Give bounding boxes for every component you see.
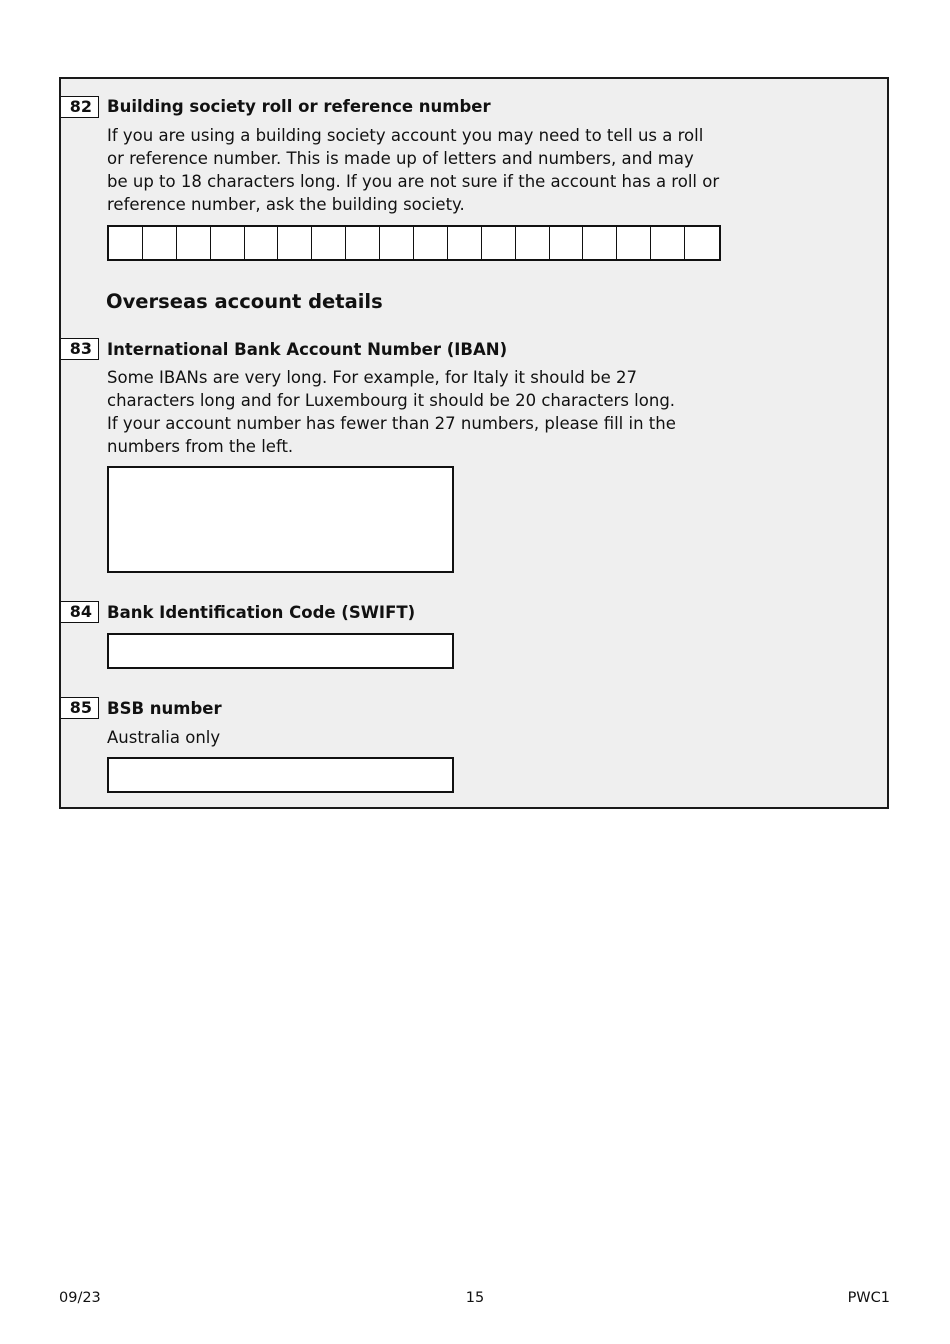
question-title-swift: Bank Identification Code (SWIFT) (107, 603, 416, 622)
question-number-84: 84 (61, 601, 99, 623)
roll-number-char-box[interactable] (685, 227, 719, 259)
footer-page-number: 15 (465, 1290, 485, 1306)
roll-number-char-box[interactable] (143, 227, 177, 259)
question-number-83: 83 (61, 338, 99, 360)
roll-number-char-box[interactable] (380, 227, 414, 259)
bsb-field[interactable] (107, 757, 454, 793)
roll-number-char-box[interactable] (651, 227, 685, 259)
roll-number-char-box[interactable] (245, 227, 279, 259)
roll-number-char-box[interactable] (617, 227, 651, 259)
roll-number-char-box[interactable] (211, 227, 245, 259)
roll-number-char-box[interactable] (312, 227, 346, 259)
roll-number-char-box[interactable] (583, 227, 617, 259)
footer-date: 09/23 (59, 1290, 101, 1306)
question-title-bsb: BSB number (107, 699, 222, 718)
roll-number-char-box[interactable] (177, 227, 211, 259)
question-title-iban: International Bank Account Number (IBAN) (107, 340, 508, 359)
question-number-85: 85 (61, 697, 99, 719)
description-line: Some IBANs are very long. For example, for Italy it should be 27 (107, 368, 638, 387)
section-heading-overseas: Overseas account details (106, 290, 383, 313)
description-line: If you are using a building society account you may need to tell us a roll (107, 126, 704, 145)
question-number-82: 82 (61, 96, 99, 118)
question-hint-bsb (107, 726, 747, 749)
description-line: characters long and for Luxembourg it should be 20 characters long. (107, 391, 676, 410)
description-line: numbers from the left. (107, 437, 294, 456)
question-title-roll-number: Building society roll or reference number (107, 97, 491, 116)
description-line: If your account number has fewer than 27 numbers, please fill in the (107, 414, 676, 433)
roll-number-char-box[interactable] (448, 227, 482, 259)
roll-number-char-box[interactable] (550, 227, 584, 259)
bank-details-panel (59, 77, 889, 809)
roll-number-char-box[interactable] (109, 227, 143, 259)
description-line: reference number, ask the building society. (107, 195, 465, 214)
description-line: be up to 18 characters long. If you are not sure if the account has a roll or (107, 172, 720, 191)
roll-number-char-box[interactable] (516, 227, 550, 259)
question-description-iban (107, 366, 747, 458)
swift-field[interactable] (107, 633, 454, 669)
iban-field[interactable] (107, 466, 454, 573)
hint-text: Australia only (107, 728, 221, 747)
roll-number-char-box[interactable] (482, 227, 516, 259)
description-line: or reference number. This is made up of letters and numbers, and may (107, 149, 694, 168)
roll-number-character-boxes (107, 225, 721, 261)
footer-form-code: PWC1 (847, 1290, 890, 1306)
question-description-roll-number (107, 124, 747, 216)
roll-number-char-box[interactable] (414, 227, 448, 259)
roll-number-char-box[interactable] (278, 227, 312, 259)
roll-number-char-box[interactable] (346, 227, 380, 259)
